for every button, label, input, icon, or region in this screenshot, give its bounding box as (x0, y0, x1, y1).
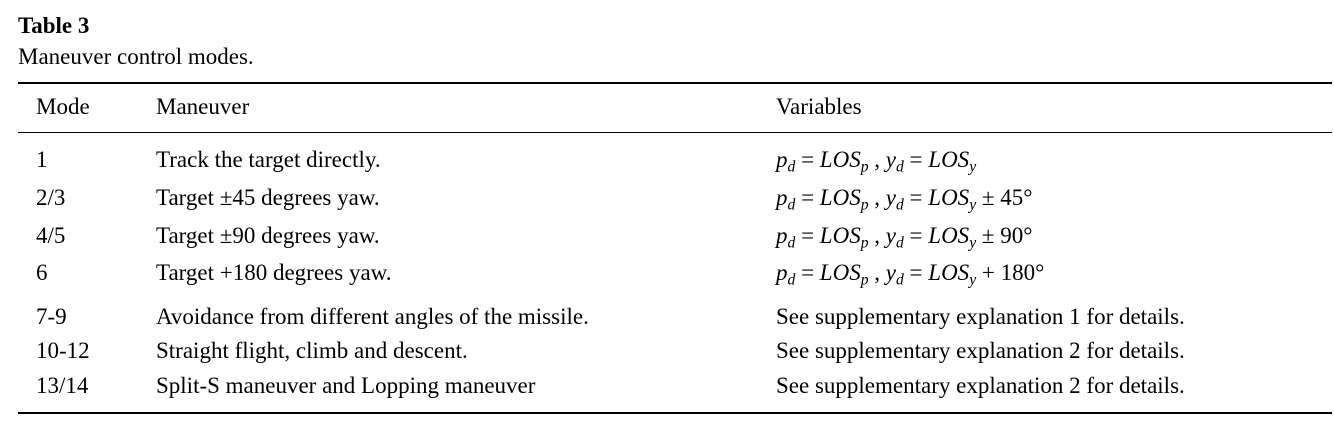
cell-variables: $p_d = LOS_p$ , $y_d = LOS_y + 180^\circ$ (776, 260, 1045, 289)
column-header-variables: Variables (776, 83, 1332, 133)
cell-mode: 7-9 (36, 304, 67, 330)
cell-maneuver: Track the target directly. (156, 147, 381, 172)
bottom-rule-cell (156, 402, 776, 413)
cell-variables: See supplementary explanation 2 for details. (776, 372, 1185, 398)
cell-maneuver: Target ±90 degrees yaw. (156, 222, 380, 248)
cell-mode: 6 (36, 260, 48, 286)
table-row (18, 180, 1332, 218)
spacer-cell (776, 133, 1332, 143)
table-body (18, 133, 1332, 414)
table-spacer-row (18, 133, 1332, 143)
table-row (18, 256, 1332, 294)
cell-maneuver: Target +180 degrees yaw. (156, 260, 392, 286)
cell-maneuver: Target ±45 degrees yaw. (156, 184, 380, 210)
column-header-maneuver: Maneuver (156, 83, 776, 133)
bottom-rule-cell (776, 402, 1332, 413)
cell-mode: 2/3 (36, 184, 66, 210)
table-row (18, 334, 1332, 368)
cell-variables: $p_d = LOS_p$ , $y_d = LOS_y \pm 90^\circ$ (776, 222, 1033, 252)
cell-maneuver: Split-S maneuver and Lopping maneuver (156, 372, 536, 398)
cell-maneuver: Straight flight, climb and descent. (156, 338, 468, 364)
cell-variables: See supplementary explanation 1 for details. (776, 304, 1185, 330)
cell-variables: $p_d = LOS_p$ , $y_d = LOS_y$ (776, 147, 977, 176)
spacer-cell (18, 133, 156, 143)
table-caption: Maneuver control modes. (18, 43, 254, 69)
bottom-rule-cell (18, 402, 156, 413)
table-row (18, 300, 1332, 334)
cell-variables: $p_d = LOS_p$ , $y_d = LOS_y \pm 45^\circ$ (776, 184, 1033, 214)
maneuver-control-modes-table (18, 82, 1332, 415)
cell-mode: 1 (36, 147, 48, 172)
spacer-cell (156, 133, 776, 143)
table-header (18, 83, 1332, 133)
cell-mode: 13/14 (36, 372, 89, 398)
table-row (18, 218, 1332, 256)
table-header-row (18, 83, 1332, 133)
table-label: Table 3 (18, 13, 90, 38)
table-row (18, 368, 1332, 402)
cell-mode: 10-12 (36, 338, 90, 364)
cell-mode: 4/5 (36, 222, 66, 248)
table-row (18, 143, 1332, 181)
table-bottom-rule-row (18, 402, 1332, 413)
column-header-mode: Mode (18, 83, 156, 133)
cell-variables: See supplementary explanation 2 for details. (776, 338, 1185, 364)
cell-maneuver: Avoidance from different angles of the missile. (156, 304, 589, 330)
